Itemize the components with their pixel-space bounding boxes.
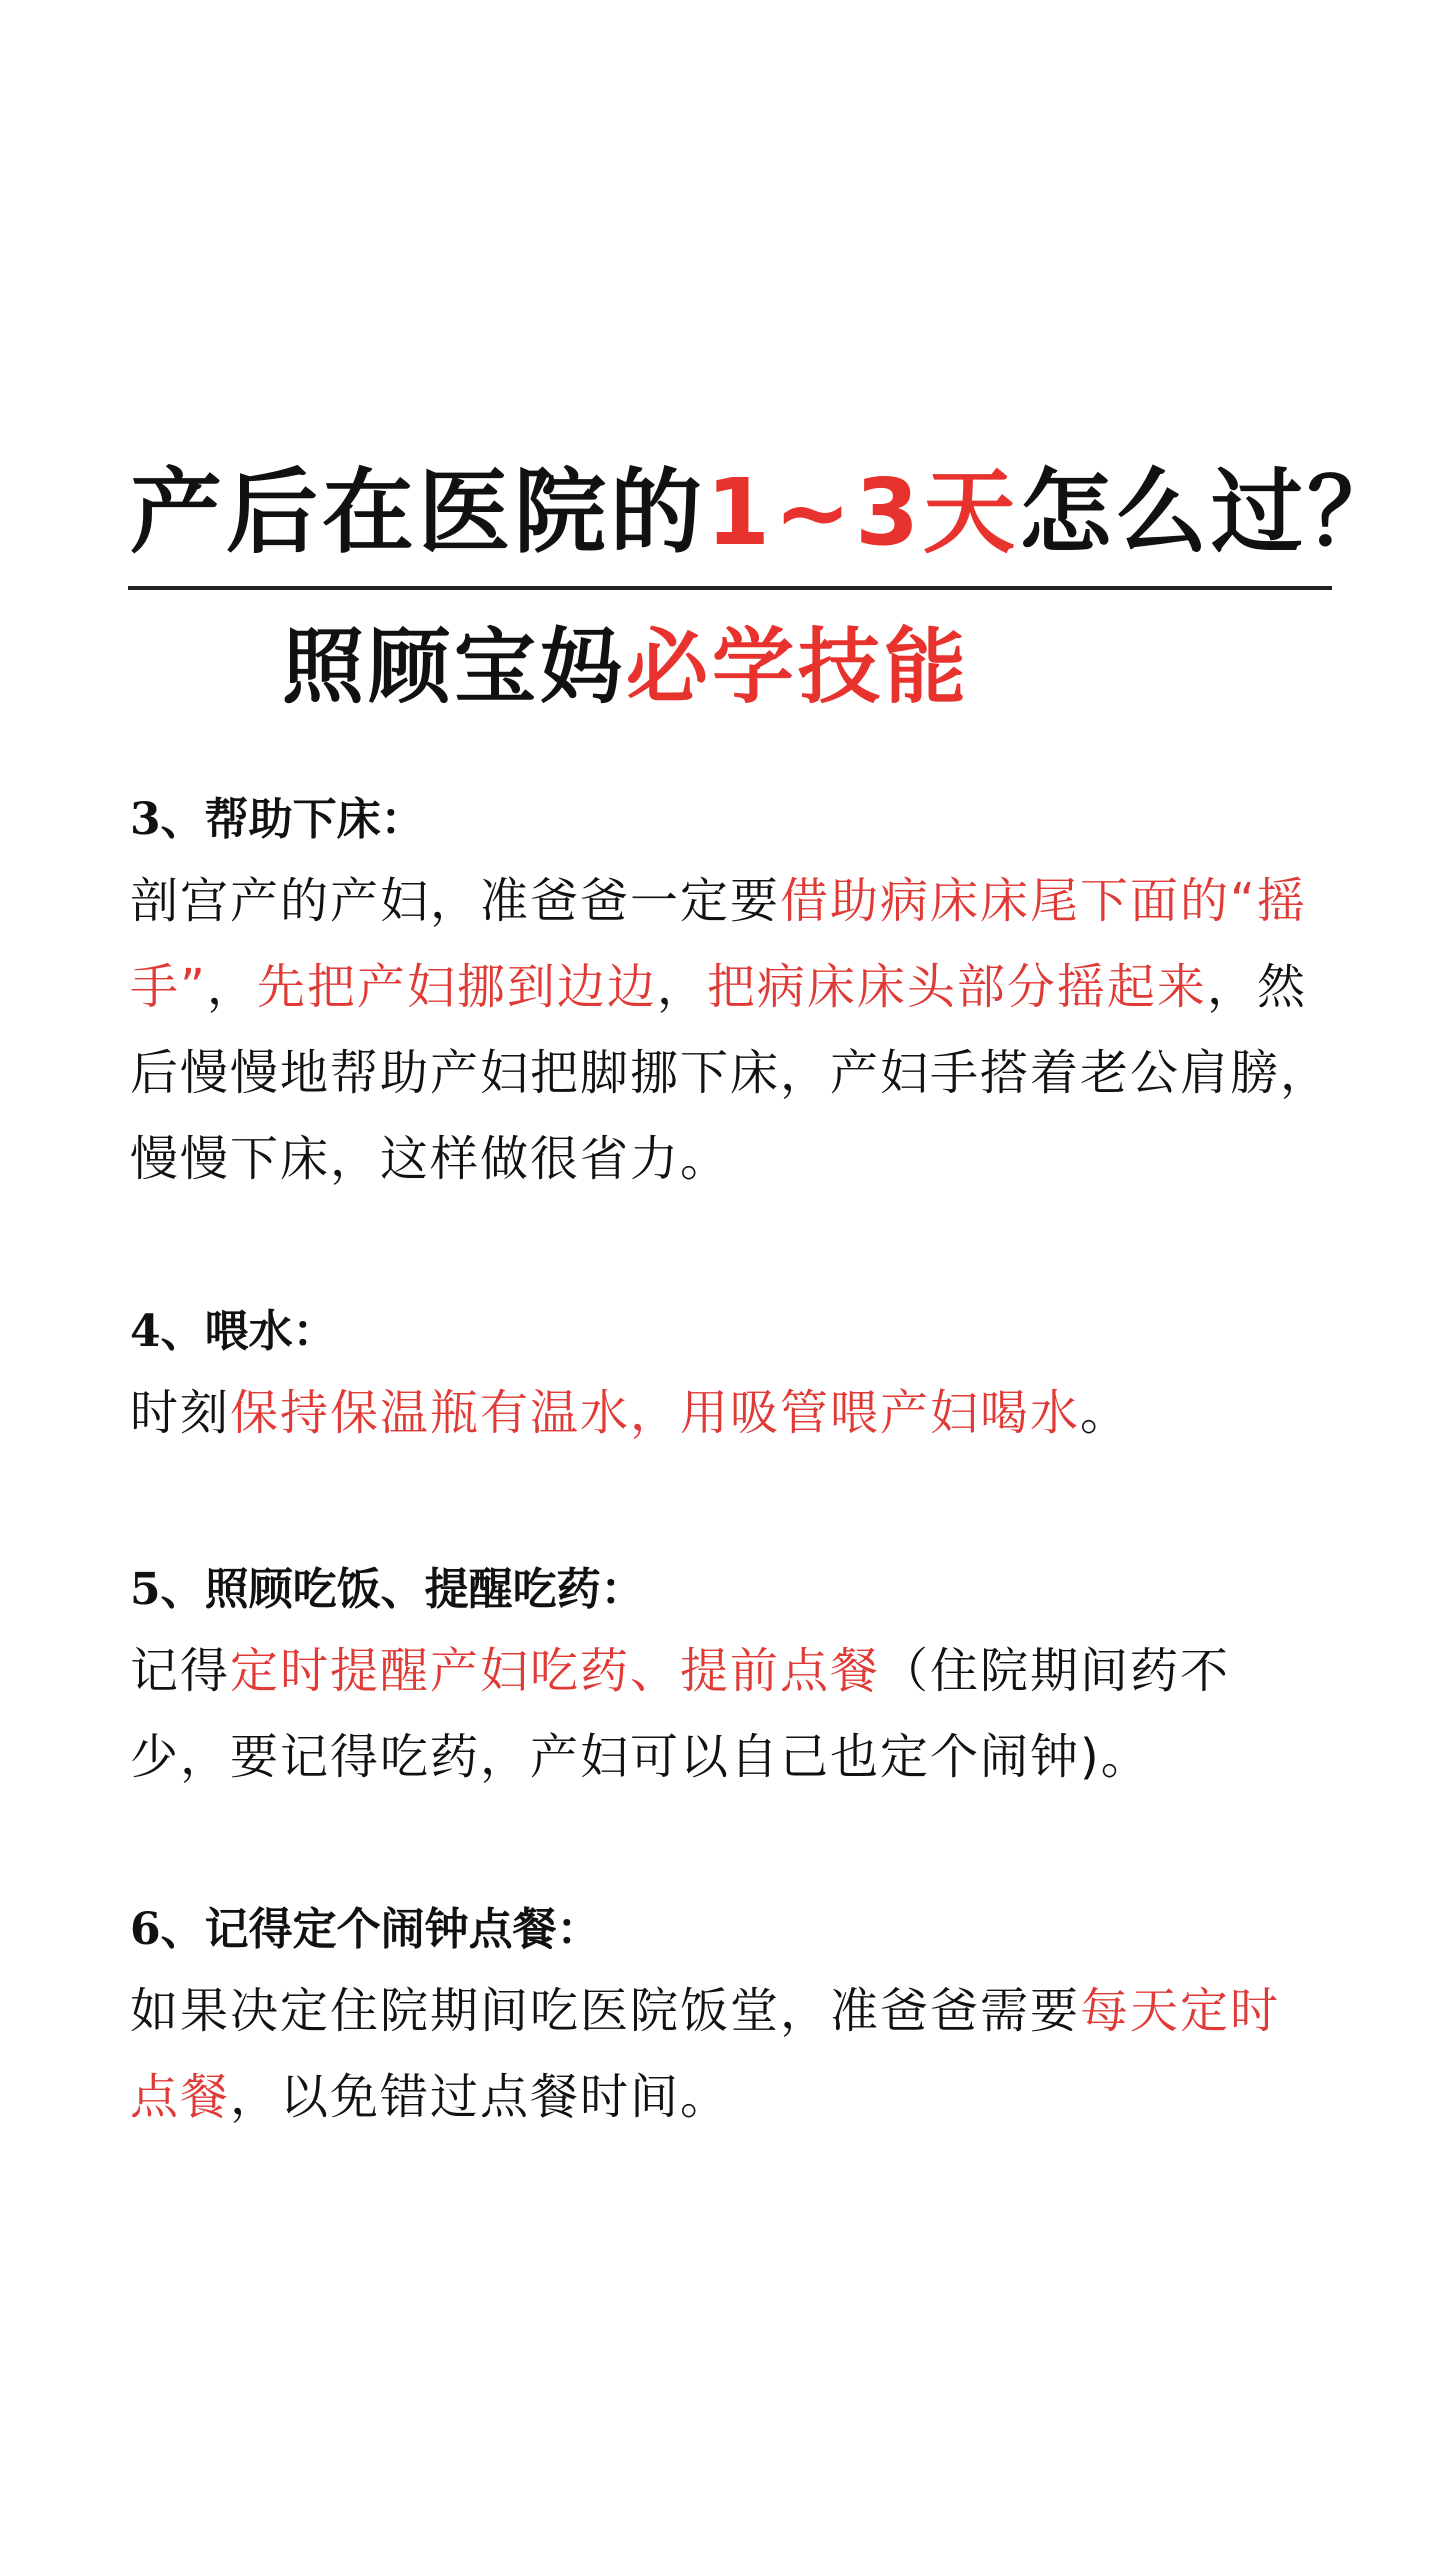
segment: 如果决定住院期间吃医院饭堂，准爸爸需要 — [130, 1983, 1081, 2039]
section-heading-6: 6、记得定个闹钟点餐： — [130, 1904, 601, 1955]
segment-highlight: 定时提醒产妇吃药、提前点餐 — [230, 1643, 881, 1699]
segment: ，以免错过点餐时间。 — [230, 2069, 731, 2125]
section-body-4 — [130, 1370, 1330, 1456]
section-heading-3: 3、帮助下床： — [130, 794, 425, 845]
title-part-1: 产后在医院的 — [130, 459, 707, 566]
segment: （住院期间药不少，要记得吃药，产妇可以自己也定个闹钟)。 — [130, 1643, 1231, 1785]
title-divider — [128, 586, 1332, 590]
page-title — [130, 458, 1404, 568]
segment: 时刻 — [130, 1385, 231, 1441]
segment: ， — [656, 959, 707, 1015]
segment-highlight: 把病床床头部分摇起来 — [706, 959, 1207, 1015]
section-body-5 — [130, 1628, 1330, 1800]
section-body-3 — [130, 858, 1330, 1202]
section-heading-4: 4、喂水： — [130, 1306, 337, 1357]
segment: 。 — [1080, 1385, 1131, 1441]
page-subtitle — [282, 618, 970, 718]
subtitle-part-1: 照顾宝妈 — [282, 620, 627, 715]
subtitle-highlight: 必学技能 — [626, 620, 971, 715]
segment: ，然后慢慢地帮助产妇把脚挪下床，产妇手搭着老公肩膀，慢慢下床，这样做很省力。 — [130, 959, 1331, 1187]
segment-highlight: 保持保温瓶有温水，用吸管喂产妇喝水 — [230, 1385, 1081, 1441]
segment: 记得 — [130, 1643, 231, 1699]
segment-highlight: 借助病床床尾下面的“摇手” — [130, 873, 1307, 1015]
title-part-2: 怎么过？ — [1019, 459, 1404, 566]
segment-highlight: 每天定时点餐 — [130, 1983, 1281, 2125]
segment: ， — [206, 959, 257, 1015]
segment-highlight: 先把产妇挪到边边 — [256, 959, 657, 1015]
title-highlight: 1~3天 — [706, 459, 1020, 566]
section-body-6 — [130, 1968, 1330, 2140]
section-heading-5: 5、照顾吃饭、提醒吃药： — [130, 1564, 645, 1615]
segment: 剖宫产的产妇，准爸爸一定要 — [130, 873, 781, 929]
